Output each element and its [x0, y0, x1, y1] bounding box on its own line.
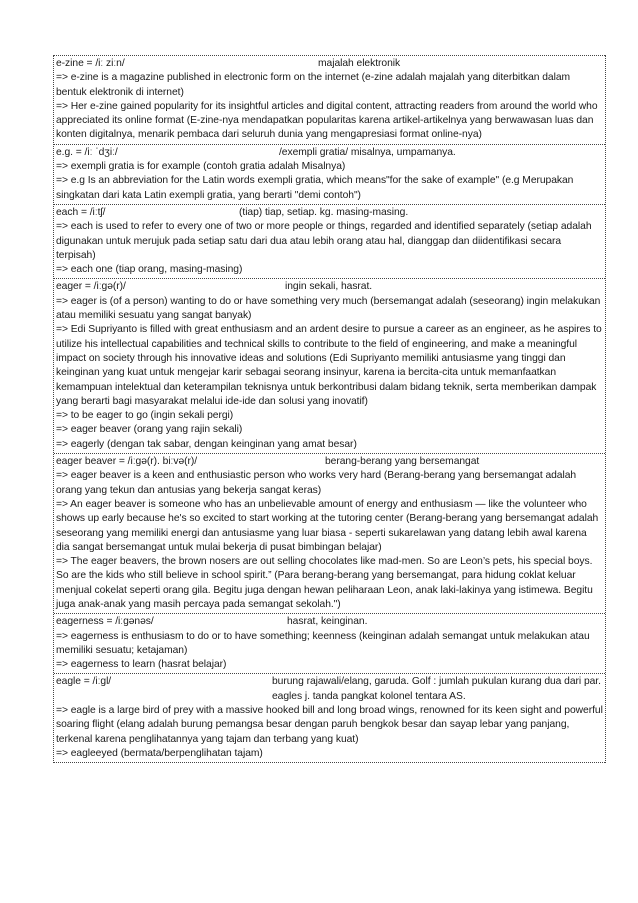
dictionary-entry-eager-beaver: [54, 453, 605, 613]
entry-header: [56, 615, 603, 629]
entry-line: => eagerness is enthusiasm to do or to have something; keenness (keinginan adalah semangat untuk melakukan atau memiliki sesuatu; ketajaman): [56, 630, 590, 656]
entry-meaning: berang-berang yang bersemangat: [325, 456, 480, 468]
dictionary-entry-each: [54, 204, 605, 278]
entry-term: e-zine = /iː ziːn/: [56, 58, 125, 69]
entry-term: eager = /iːɡə(r)/: [56, 281, 126, 293]
entry-term: eagerness = /iːɡənəs/: [56, 616, 154, 628]
entry-term: eagle = /iːɡl/: [56, 676, 112, 688]
entry-header: [56, 146, 603, 160]
entry-line: => to be eager to go (ingin sekali pergi): [56, 410, 234, 422]
entry-header: [56, 280, 603, 294]
dictionary-entry-eager: [54, 278, 605, 453]
entry-meaning: [272, 675, 603, 704]
entry-meaning-text: burung rajawali/elang, garuda. Golf : jumlah pukulan kurang dua dari par. eagles j. tanda pangkat kolonel tentara AS.: [272, 676, 601, 702]
entry-term: eager beaver = /iːɡə(r). biːvə(r)/: [56, 456, 198, 468]
entry-line: => exempli gratia is for example (contoh gratia adalah Misalnya): [56, 161, 346, 173]
entry-line: => eager beaver (orang yang rajin sekali): [56, 424, 243, 436]
entry-line: => eagle is a large bird of prey with a massive hooked bill and long broad wings, renowned for its keen sight and powerful soaring flight (elang adalah burung pemangsa besar dengan paruh bengkok besar dan sayap lebar yang panjang, terkenal karena penglihatannya yang tajam dan terbang yang kuat): [56, 705, 603, 745]
entry-meaning: (tiap) tiap, setiap. kg. masing-masing.: [239, 206, 409, 218]
entry-line: => each one (tiap orang, masing-masing): [56, 264, 243, 276]
dictionary-entry-eagerness: [54, 613, 605, 673]
entry-term: e.g. = /iː ˈdʒiː/: [56, 146, 118, 158]
entry-meaning: /exempli gratia/ misalnya, umpamanya.: [279, 146, 456, 158]
entry-line: => e.g Is an abbreviation for the Latin words exempli gratia, which means"for the sake of example" (e.g Merupakan singkatan dari kata Latin exempli gratia, yang berarti "demi contoh"): [56, 175, 574, 201]
entry-line: => eagleeyed (bermata/berpenglihatan tajam): [56, 747, 263, 759]
entry-term: each = /iːtʃ/: [56, 206, 106, 218]
entry-line: => each is used to refer to every one of two or more people or things, regarded and identified separately (setiap adalah digunakan untuk merujuk pada setiap satu dari dua atau lebih orang atau hal, dianggap dan diidentifikasi secara terpisah): [56, 221, 592, 261]
entry-meaning: majalah elektronik: [318, 58, 401, 69]
entry-line: => e-zine is a magazine published in electronic form on the internet (e-zine adalah majalah yang diterbitkan dalam bentuk elektronik di internet): [56, 72, 571, 98]
entry-line: => Edi Supriyanto is filled with great enthusiasm and an ardent desire to pursue a career as an engineer, as he aspires to utilize his intellectual capabilities and technical skills to contribute to the field of engineering, and make a meaningful impact on society through his innovative ideas and solutions (Edi Supriyanto memiliki antusiasme yang tinggi dan keinginan yang kuat untuk mengejar karir sebagai seorang insinyur, karena ia bercita-cita untuk memanfaatkan kemampuan intelektual dan keterampilan teknisnya untuk berkontribusi dalam bidang teknik, serta memberikan dampak yang berarti bagi masyarakat melalui ide-ide dan solusi yang inovatif): [56, 324, 602, 407]
entry-line: => eagerly (dengan tak sabar, dengan keinginan yang amat besar): [56, 438, 357, 450]
entry-header: [56, 57, 603, 71]
entry-line: => eagerness to learn (hasrat belajar): [56, 659, 227, 671]
entry-meaning: hasrat, keinginan.: [287, 616, 368, 628]
entry-header: [56, 455, 603, 469]
entry-line: => eager beaver is a keen and enthusiastic person who works very hard (Berang-berang yang bersemangat adalah orang yang tekun dan antusias yang bekerja sangat keras): [56, 470, 577, 496]
entry-line: => The eager beavers, the brown nosers are out selling chocolates like mad-men. So are Leon’s pets, his special boys. So are the kids who still believe in school spirit.” (Para berang-berang yang bersemangat, para hidung coklat keluar menjual cokelat seperti orang gila. Begitu juga dengan hewan peliharaan Leon, anak laki-lakinya yang istimewa. Begitu juga anak-anak yang masih percaya pada semangat sekolah."): [56, 556, 593, 610]
entry-line: => eager is (of a person) wanting to do or have something very much (bersemangat adalah (seseorang) ingin melakukan atau memiliki sesuatu yang sangat banyak): [56, 295, 601, 322]
dictionary-entry-eg: [54, 144, 605, 204]
entry-line: => Her e-zine gained popularity for its insightful articles and digital content, attracting readers from around the world who appreciated its online format (E-zine-nya mendapatkan popularitas karena artikel-artikelnya yang berwawasan luas dan konten digitalnya, menarik pembaca dari seluruh dunia yang mengapresiasi format online-nya): [56, 100, 598, 141]
entry-header: [56, 206, 603, 220]
entry-line: => An eager beaver is someone who has an unbelievable amount of energy and enthusiasm — like the volunteer who shows up early because he's so excited to start working at the tutoring center (Berang-berang yang bersemangat adalah seseorang yang memiliki energi dan antusiasme yang luar biasa - seperti sukarelawan yang datang lebih awal karena dia sangat bersemangat untuk mulai bekerja di pusat bimbingan belajar): [56, 498, 599, 553]
dictionary-entry-eagle: [54, 673, 605, 763]
entry-meaning: ingin sekali, hasrat.: [285, 281, 373, 293]
dictionary-page: [53, 55, 606, 763]
entry-header: [56, 675, 603, 702]
dictionary-entry-ezine: [54, 55, 605, 144]
